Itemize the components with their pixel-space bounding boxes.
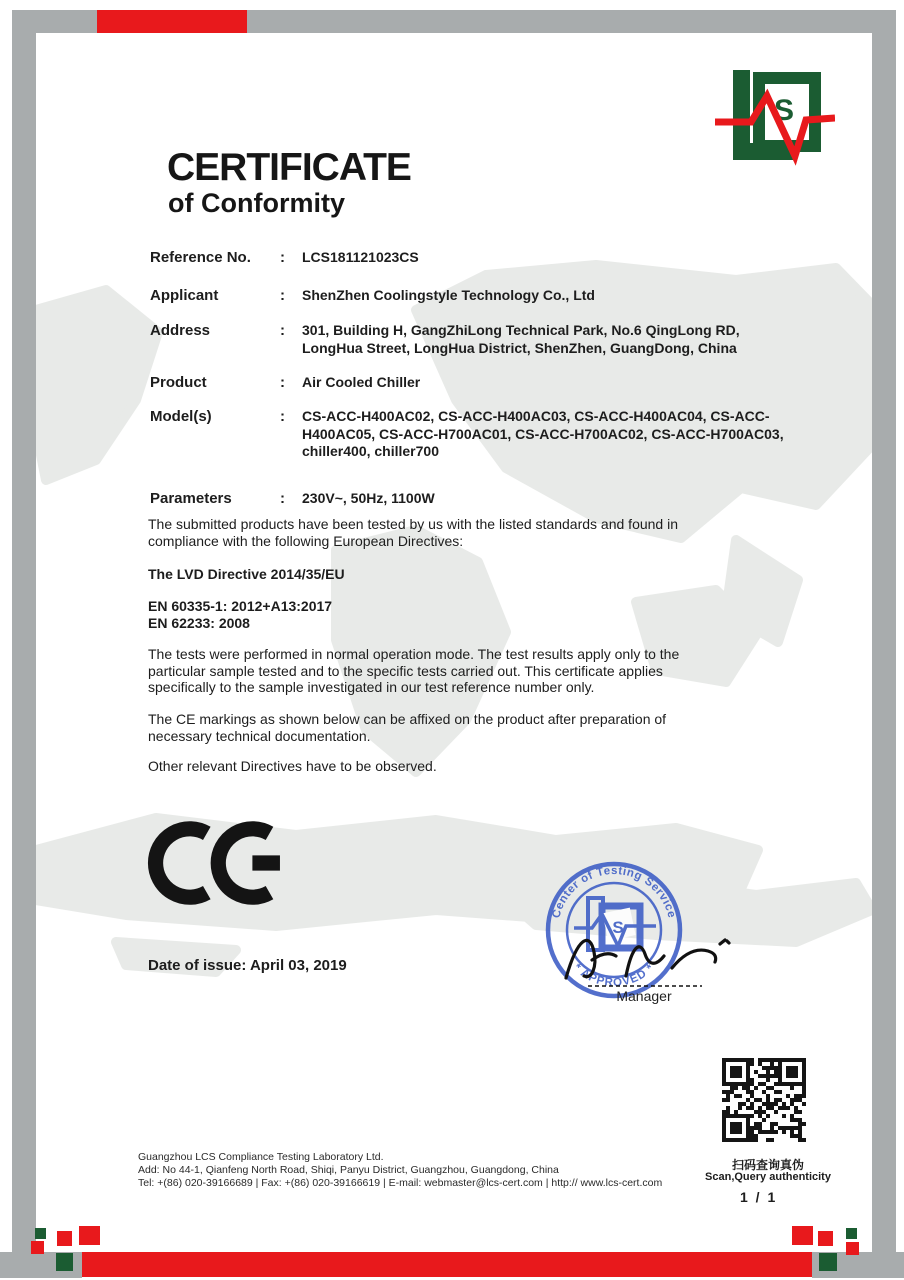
- border-left-bar: [12, 10, 36, 1253]
- field-value: 301, Building H, GangZhiLong Technical Park, No.6 QingLong RD, LongHua Street, LongHua District, ShenZhen, GuangDong, China: [302, 322, 740, 356]
- ce-mark-graphic: [146, 812, 298, 914]
- field-value: 230V~, 50Hz, 1100W: [302, 490, 435, 506]
- stamp-center-letter: S: [612, 918, 624, 937]
- deco-square-red-small-right: [846, 1242, 859, 1255]
- footer-company: Guangzhou LCS Compliance Testing Laboratory Ltd.: [138, 1151, 384, 1163]
- field-value: LCS181121023CS: [302, 249, 419, 265]
- deco-square-red-mid-right: [818, 1231, 833, 1246]
- paragraph-other-directives: Other relevant Directives have to be observed.: [148, 758, 437, 774]
- deco-square-green-big-right: [819, 1253, 837, 1271]
- field-colon: :: [280, 249, 285, 266]
- stamp-ring-top-text: Center of Testing Service: [550, 864, 678, 920]
- lcs-logo-letter: S: [773, 94, 795, 127]
- qr-caption-en: Scan,Query authenticity: [705, 1171, 831, 1183]
- qr-caption-zh: 扫码查询真伪: [731, 1158, 804, 1172]
- field-value: Air Cooled Chiller: [302, 374, 421, 390]
- field-row-address: [150, 322, 792, 357]
- lcs-logo: [715, 70, 835, 172]
- stamp-emblem: [574, 898, 656, 950]
- certificate-title: CERTIFICATE: [167, 146, 411, 189]
- field-label: Product: [150, 374, 207, 391]
- footer-address: Add: No 44-1, Qianfeng North Road, Shiqi, Panyu District, Guangzhou, Guangdong, China: [138, 1164, 559, 1176]
- field-label: Address: [150, 322, 211, 339]
- field-label: Reference No.: [150, 249, 251, 266]
- deco-square-red-big-left: [79, 1226, 100, 1245]
- deco-square-red-big-right: [792, 1226, 813, 1245]
- footer-contacts: Tel: +(86) 020-39166689 | Fax: +(86) 020-39166619 | E-mail: webmaster@lcs-cert.com | http:// www.lcs-cert.com: [138, 1177, 663, 1189]
- field-row-applicant: [150, 287, 792, 305]
- deco-square-green-small-left: [35, 1228, 46, 1239]
- approval-stamp: [530, 848, 745, 1013]
- deco-square-red-mid-left: [57, 1231, 72, 1246]
- border-bottom-red-bar: [82, 1252, 812, 1277]
- field-value: CS-ACC-H400AC02, CS-ACC-H400AC03, CS-ACC-H400AC04, CS-ACC-H400AC05, CS-ACC-H700AC01, CS-ACC-H700AC02, CS-ACC-H700AC03, chiller400, chiller700: [302, 408, 784, 459]
- certificate-subtitle: of Conformity: [168, 188, 345, 218]
- qr-code: [722, 1058, 810, 1146]
- field-label: Model(s): [150, 408, 212, 425]
- field-row-parameters: [150, 490, 792, 508]
- page-indicator: 1 / 1: [740, 1189, 778, 1205]
- field-label: Applicant: [150, 287, 219, 304]
- field-row-models: [150, 408, 792, 461]
- border-top-red-segment: [97, 10, 247, 33]
- field-value: ShenZhen Coolingstyle Technology Co., Ltd: [302, 287, 595, 303]
- deco-square-green-big-left: [56, 1253, 73, 1271]
- field-label: Parameters: [150, 490, 232, 507]
- paragraph-tests: The tests were performed in normal operation mode. The test results apply only to the particular sample tested and to the specific tests carried out. This certificate applies specifically to the sample investigated in our test reference number only.: [148, 646, 680, 695]
- border-right-bar: [872, 10, 896, 1253]
- standard-en-60335: EN 60335-1: 2012+A13:2017: [148, 598, 333, 614]
- paragraph-ce-markings: The CE markings as shown below can be affixed on the product after preparation of necessary technical documentation.: [148, 711, 667, 744]
- field-colon: :: [280, 287, 285, 304]
- stamp-ring-bottom-text: * APPROVED *: [570, 961, 658, 990]
- date-of-issue: Date of issue: April 03, 2019: [148, 957, 347, 974]
- standard-en-62233: EN 62233: 2008: [148, 615, 250, 631]
- manager-label: Manager: [616, 988, 672, 1004]
- directive-lvd: The LVD Directive 2014/35/EU: [148, 566, 345, 582]
- field-row-product: [150, 374, 792, 392]
- field-colon: :: [280, 374, 285, 391]
- deco-square-green-small-right: [846, 1228, 857, 1239]
- paragraph-compliance: The submitted products have been tested by us with the listed standards and found in compliance with the following European Directives:: [148, 516, 678, 549]
- field-colon: :: [280, 490, 285, 507]
- field-colon: :: [280, 408, 285, 425]
- field-colon: :: [280, 322, 285, 339]
- deco-square-red-small-left: [31, 1241, 44, 1254]
- field-row-reference-no: [150, 249, 792, 267]
